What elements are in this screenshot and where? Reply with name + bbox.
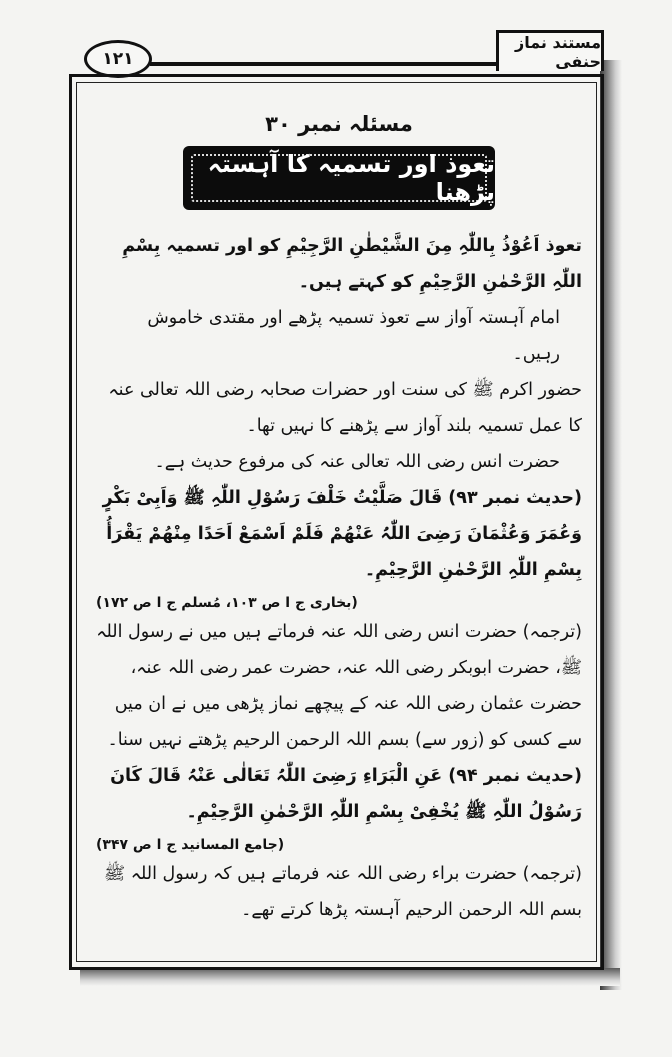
paragraph-sunnah: حضور اکرم ﷺ کی سنت اور حضرات صحابہ رضی اللہ تعالی عنہ کا عمل تسمیہ بلند آواز سے پڑھنے کا نہیں تھا۔: [108, 380, 582, 436]
hadith-94: (حدیث نمبر ۹۴) عَنِ الْبَرَاءِ رَضِیَ اللّٰہُ تَعَالٰی عَنْہُ قَالَ کَانَ رَسُوْلُ اللّٰہِ ﷺ یُخْفِیْ بِسْمِ اللّٰہِ الرَّحْمٰنِ الرَّحِیْمِ۔: [110, 766, 582, 822]
reference-94: (جامع المسانید ج ا ص ۳۴۷): [96, 837, 285, 853]
masala-title-banner: [183, 146, 495, 210]
page-content: [96, 100, 582, 928]
translation-94: (ترجمہ) حضرت براء رضی اللہ عنہ فرماتے ہیں کہ رسول اللہ ﷺ بسم اللہ الرحمن الرحیم آہستہ پڑھا کرتے تھے۔: [104, 864, 582, 920]
translation-93: (ترجمہ) حضرت انس رضی اللہ عنہ فرماتے ہیں میں نے رسول اللہ ﷺ، حضرت ابوبکر رضی اللہ عنہ، حضرت عمر رضی اللہ عنہ، حضرت عثمان رضی اللہ عنہ کے پیچھے نماز پڑھی میں نے ان میں سے کسی کو (زور سے) بسم اللہ الرحمن الرحیم پڑھتے نہیں سنا۔: [96, 622, 582, 750]
reference-93: (بخاری ج ا ص ۱۰۳، مُسلم ج ا ص ۱۷۲): [96, 595, 358, 611]
masala-title: تعوذ اور تسمیہ کا آہستہ پڑھنا: [207, 150, 495, 206]
hadith-93: (حدیث نمبر ۹۳) قَالَ صَلَّیْتُ خَلْفَ رَسُوْلِ اللّٰہِ ﷺ وَاَبِیْ بَکْرٍ وَعُمَرَ وَعُثْمَانَ رَضِیَ اللّٰہُ عَنْھُمْ فَلَمْ اَسْمَعْ اَحَدًا مِنْھُمْ یَقْرَأُ بِسْمِ اللّٰہِ الرَّحْمٰنِ الرَّحِیْمِ۔: [102, 488, 582, 580]
header-rule: [150, 62, 496, 66]
paragraph-ruling: امام آہستہ آواز سے تعوذ تسمیہ پڑھے اور مقتدی خاموش رہیں۔: [147, 308, 560, 364]
page-bottom-shadow: [80, 968, 620, 986]
masala-heading: مسئلہ نمبر ۳۰: [265, 112, 413, 136]
book-title: مستند نماز حنفی: [496, 30, 604, 71]
paragraph-anas-intro: حضرت انس رضی اللہ تعالی عنہ کی مرفوع حدیث ہے۔: [154, 452, 560, 472]
paragraph-definition: تعوذ اَعُوْذُ بِاللّٰہِ مِنَ الشَّیْطٰنِ الرَّجِیْمِ کو اور تسمیہ بِسْمِ اللّٰہِ الرَّحْمٰنِ الرَّحِیْمِ کو کہتے ہیں۔: [122, 236, 582, 292]
page-number: ۱۲۱: [84, 40, 152, 78]
